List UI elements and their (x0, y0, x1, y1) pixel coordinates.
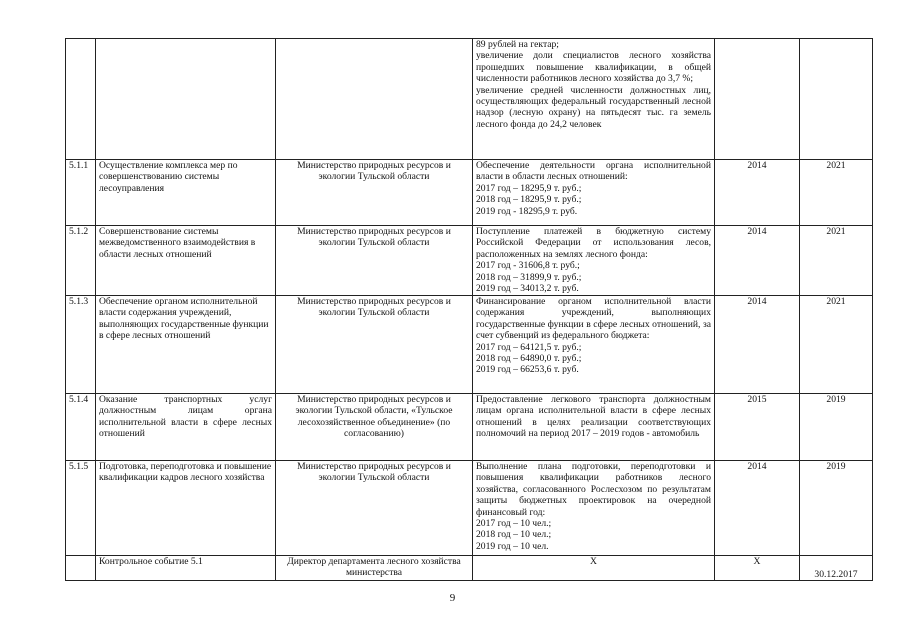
table-row (66, 394, 873, 461)
result-line: 2018 год – 31899,9 т. руб.; (476, 271, 582, 283)
result-line: 2017 год – 18295,9 т. руб.; (476, 182, 582, 194)
row-number-cell (66, 556, 96, 581)
result-line: увеличение доли специалистов лесного хозяйства прошедших повышение квалификации, в общей численности работников лесного хозяйства до 3,7 %; (476, 50, 711, 85)
row-start-year: 2014 (715, 160, 800, 226)
page-number: 9 (449, 592, 456, 604)
row-result (473, 296, 715, 394)
result-line: Финансирование органом исполнительной власти содержания учреждений, выполняющих государственные функции в сфере лесных отношений, за счет субвенций из федерального бюджета: (476, 296, 711, 342)
row-end-year: 2021 (800, 160, 873, 226)
result-line: 2019 год – 10 чел. (476, 540, 549, 552)
result-line: 2019 год – 66253,6 т. руб. (476, 364, 579, 376)
row-start-cell (715, 39, 800, 160)
row-result (473, 461, 715, 556)
control-event-executor: Директор департамента лесного хозяйства министерства (276, 556, 473, 581)
control-event-start: X (715, 556, 800, 581)
row-name: Обеспечение органом исполнительной власти содержания учреждений, выполняющих государственные функции в сфере лесных отношений (96, 296, 276, 394)
row-number: 5.1.1 (66, 160, 96, 226)
result-line: Выполнение плана подготовки, переподготовки и повышения квалификации работников лесного хозяйства, согласованного Рослесхозом по результатам защиты бюджетных проектировок на очередной финансовый год: (476, 461, 711, 518)
row-name: Совершенствование системы межведомственного взаимодействия в области лесных отношений (96, 226, 276, 296)
result-line: 2018 год – 64890,0 т. руб.; (476, 353, 582, 365)
row-name: Осуществление комплекса мер по совершенствованию системы лесоуправления (96, 160, 276, 226)
row-start-year: 2014 (715, 296, 800, 394)
table-row (66, 296, 873, 394)
result-line: 2017 год – 10 чел.; (476, 518, 552, 530)
row-result (473, 394, 715, 461)
result-line: 2017 год – 64121,5 т. руб.; (476, 341, 582, 353)
table-row-control-event (66, 556, 873, 581)
row-executor: Министерство природных ресурсов и экологии Тульской области, «Тульское лесохозяйственное объединение» (по согласованию) (276, 394, 473, 461)
row-executor: Министерство природных ресурсов и экологии Тульской области (276, 226, 473, 296)
row-result (473, 226, 715, 296)
table-row (66, 160, 873, 226)
result-line: 2018 год – 10 чел.; (476, 529, 552, 541)
table-row (66, 461, 873, 556)
row-end-year: 2021 (800, 296, 873, 394)
result-line: 2019 год – 34013,2 т. руб. (476, 283, 579, 295)
row-end-year: 2019 (800, 461, 873, 556)
row-start-year: 2014 (715, 461, 800, 556)
result-line: 2017 год - 31606,8 т. руб.; (476, 260, 580, 272)
result-line: увеличение средней численности должностных лиц, осуществляющих федеральный государственный лесной надзор (лесную охрану) на пятьдесят тыс. га земель лесного фонда до 24,2 человек (476, 84, 711, 130)
result-line: Предоставление легкового транспорта должностным лицам органа исполнительной власти в сфере лесных отношений в целях реализации соответствующих полномочий на период 2017 – 2019 годов - автомобиль (476, 394, 711, 440)
row-end-cell (800, 39, 873, 160)
result-line: 2018 год – 18295,9 т. руб.; (476, 194, 582, 206)
row-executor-cell (276, 39, 473, 160)
control-event-name: Контрольное событие 5.1 (96, 556, 276, 581)
row-name-cell (96, 39, 276, 160)
row-end-year: 2021 (800, 226, 873, 296)
row-number-cell (66, 39, 96, 160)
row-start-year: 2015 (715, 394, 800, 461)
row-number: 5.1.5 (66, 461, 96, 556)
result-line: Поступление платежей в бюджетную систему Российской Федерации от использования лесов, расположенных на землях лесного фонда: (476, 226, 711, 260)
result-line: 89 рублей на гектар; (476, 39, 559, 50)
row-result (473, 160, 715, 226)
row-executor: Министерство природных ресурсов и экологии Тульской области (276, 461, 473, 556)
row-number: 5.1.2 (66, 226, 96, 296)
row-name: Оказание транспортных услуг должностным лицам органа исполнительной власти в сфере лесных отношений (96, 394, 276, 461)
table-row-continuation (66, 39, 873, 160)
result-line: 2019 год - 18295,9 т. руб. (476, 205, 578, 217)
row-executor: Министерство природных ресурсов и экологии Тульской области (276, 160, 473, 226)
control-event-end: 30.12.2017 (800, 556, 873, 581)
table-row (66, 226, 873, 296)
result-line: Обеспечение деятельности органа исполнительной власти в области лесных отношений: (476, 160, 711, 183)
plan-table (65, 38, 873, 581)
row-end-year: 2019 (800, 394, 873, 461)
row-start-year: 2014 (715, 226, 800, 296)
row-result-cell (473, 39, 715, 160)
row-number: 5.1.3 (66, 296, 96, 394)
row-number: 5.1.4 (66, 394, 96, 461)
row-name: Подготовка, переподготовка и повышение квалификации кадров лесного хозяйства (96, 461, 276, 556)
row-executor: Министерство природных ресурсов и экологии Тульской области (276, 296, 473, 394)
control-event-result: X (473, 556, 715, 581)
